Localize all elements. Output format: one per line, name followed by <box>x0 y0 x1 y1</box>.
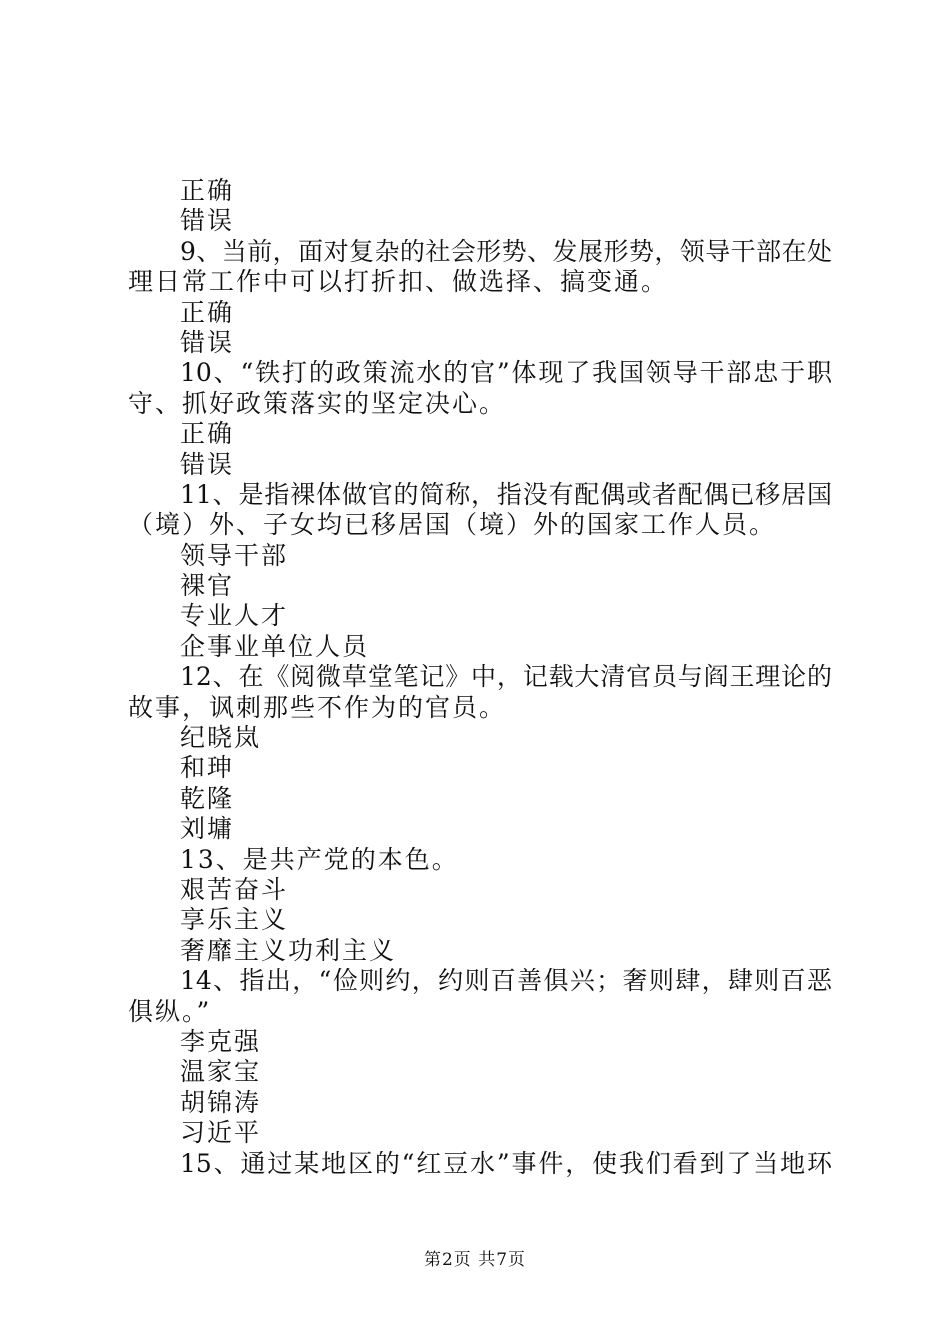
option-b: 享乐主义 <box>180 905 289 935</box>
option-a: 艰苦奋斗 <box>180 874 289 904</box>
option-correct: 正确 <box>180 297 235 327</box>
option-correct: 正确 <box>180 419 235 449</box>
option-b: 和珅 <box>180 753 235 783</box>
option-a: 纪晓岚 <box>180 723 262 753</box>
option-d: 企事业单位人员 <box>180 631 370 661</box>
question-11-line-2: （境）外、子女均已移居国（境）外的国家工作人员。 <box>128 510 777 540</box>
page-number-footer: 第2页 共7页 <box>423 1250 527 1270</box>
option-a: 李克强 <box>180 1026 262 1056</box>
document-body <box>128 176 832 1179</box>
option-b: 温家宝 <box>180 1057 262 1087</box>
question-9-line-2: 理日常工作中可以打折扣、做选择、搞变通。 <box>128 267 669 297</box>
question-12-line-2: 故事，讽刺那些不作为的官员。 <box>128 692 507 722</box>
option-c: 专业人才 <box>180 601 289 631</box>
question-15-line-1: 15、通过某地区的“红豆水”事件，使我们看到了当地环 <box>180 1148 832 1178</box>
option-c: 胡锦涛 <box>180 1087 262 1117</box>
option-wrong: 错误 <box>180 327 235 357</box>
option-a: 领导干部 <box>180 540 289 570</box>
option-correct: 正确 <box>180 176 235 205</box>
option-wrong: 错误 <box>180 206 235 236</box>
question-9-line-1: 9、当前，面对复杂的社会形势、发展形势，领导干部在处 <box>180 236 832 266</box>
question-12-line-1: 12、在《阅微草堂笔记》中，记载大清官员与阎王理论的 <box>180 662 832 692</box>
question-14-line-1: 14、指出，“俭则约，约则百善俱兴；奢则肆，肆则百恶 <box>180 966 832 996</box>
question-11-line-1: 11、是指裸体做官的简称，指没有配偶或者配偶已移居国 <box>180 479 832 509</box>
option-c: 乾隆 <box>180 783 235 813</box>
question-10-line-1: 10、“铁打的政策流水的官”体现了我国领导干部忠于职 <box>180 358 832 388</box>
option-c: 奢靡主义功利主义 <box>180 935 397 965</box>
option-d: 刘墉 <box>180 814 235 844</box>
question-13: 13、是共产党的本色。 <box>180 844 459 874</box>
option-d: 习近平 <box>180 1118 262 1148</box>
option-wrong: 错误 <box>180 449 235 479</box>
question-14-line-2: 俱纵。” <box>128 996 212 1026</box>
question-10-line-2: 守、抓好政策落实的坚定决心。 <box>128 388 507 418</box>
option-b: 裸官 <box>180 571 235 601</box>
